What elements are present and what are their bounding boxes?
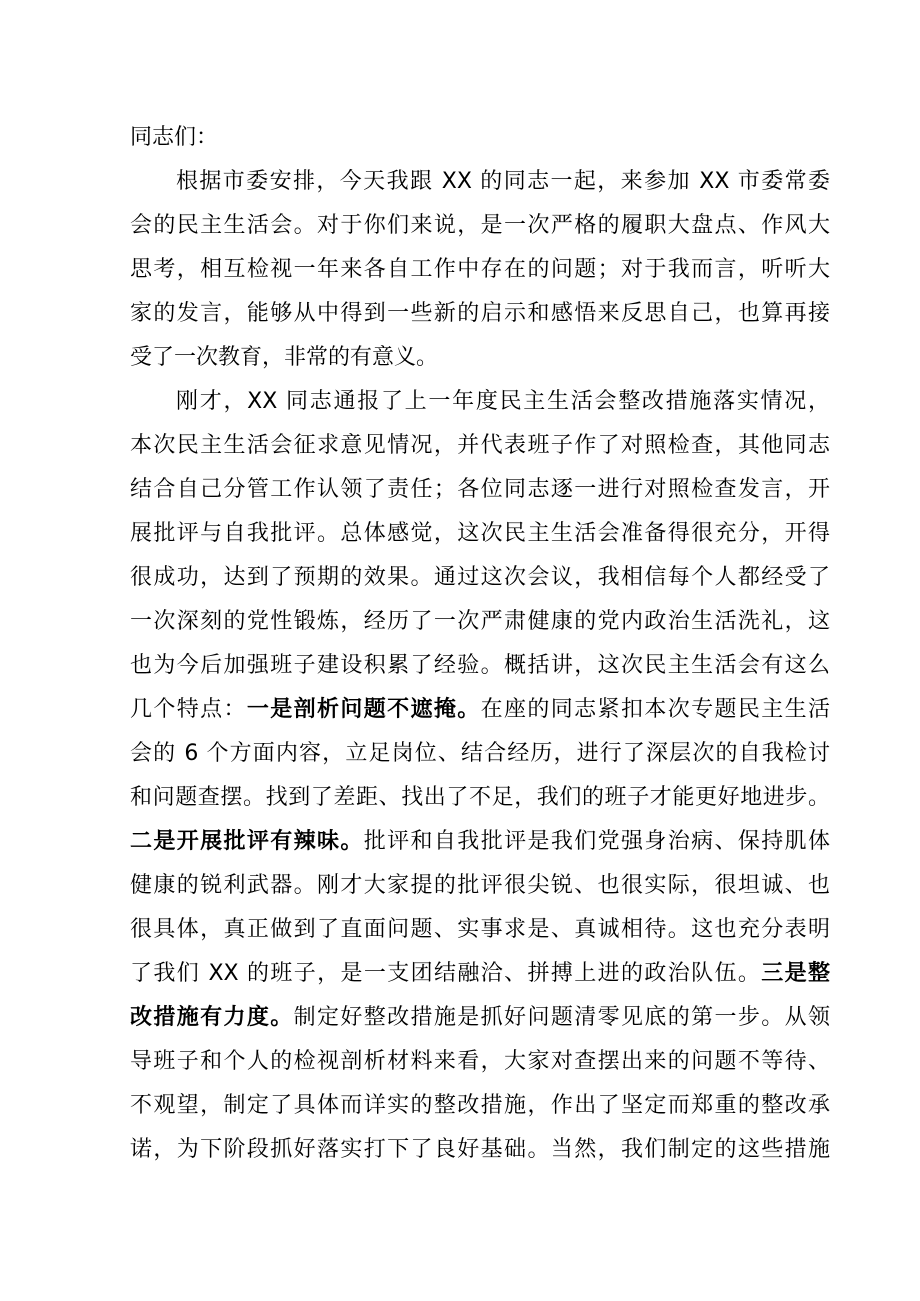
paragraph-2 [130,380,830,1172]
paragraph-line: 根据市委安排，今天我跟 XX 的同志一起，来参加 XX 市委常委 [176,169,830,194]
line-text: 在座的同志紧扣本次专题民主生活 [480,697,830,722]
salutation: 同志们： [130,125,219,150]
highlight-point-1: 一是剖析问题不遮掩。 [246,697,481,722]
line-text: 批评和自我批评是我们党强身治病、保持肌体 [363,829,830,854]
paragraph-line: 刚才，XX 同志通报了上一年度民主生活会整改措施落实情况， [176,389,830,414]
paragraph-line: 展批评与自我批评。总体感觉，这次民主生活会准备得很充分，开得 [130,521,830,546]
paragraph-line: 很成功，达到了预期的效果。通过这次会议，我相信每个人都经受了 [130,565,830,590]
paragraph-line [130,688,830,732]
highlight-point-3-start: 三是整 [761,961,830,986]
highlight-point-2: 二是开展批评有辣味。 [130,829,364,854]
line-text: 制定好整改措施是抓好问题清零见底的第一步。从领 [293,1005,830,1030]
paragraph-line: 不观望，制定了具体而详实的整改措施，作出了坚定而郑重的整改承 [130,1093,830,1118]
paragraph-line: 和问题查摆。找到了差距、找出了不足，我们的班子才能更好地进步。 [130,785,830,810]
paragraph-line: 思考，相互检视一年来各自工作中存在的问题；对于我而言，听听大 [130,257,830,282]
paragraph-line [130,820,830,864]
paragraph-line: 受了一次教育，非常的有意义。 [130,345,439,370]
highlight-point-3-end: 改措施有力度。 [130,1005,294,1030]
paragraph-line: 本次民主生活会征求意见情况，并代表班子作了对照检查，其他同志 [130,433,830,458]
paragraph-line: 会的 6 个方面内容，立足岗位、结合经历，进行了深层次的自我检讨 [130,741,830,766]
paragraph-line: 很具体，真正做到了直面问题、实事求是、真诚相待。这也充分表明 [130,917,830,942]
paragraph-line: 会的民主生活会。对于你们来说，是一次严格的履职大盘点、作风大 [130,213,830,238]
paragraph-1 [130,160,830,380]
paragraph-line [130,996,830,1040]
paragraph-line: 导班子和个人的检视剖析材料来看，大家对查摆出来的问题不等待、 [130,1049,830,1074]
paragraph-line: 家的发言，能够从中得到一些新的启示和感悟来反思自己，也算再接 [130,301,830,326]
paragraph-line: 健康的锐利武器。刚才大家提的批评很尖锐、也很实际，很坦诚、也 [130,873,830,898]
paragraph-line: 诺，为下阶段抓好落实打下了良好基础。当然，我们制定的这些措施 [130,1137,830,1162]
paragraph-line: 一次深刻的党性锻炼，经历了一次严肃健康的党内政治生活洗礼，这 [130,609,830,634]
line-text: 了我们 XX 的班子，是一支团结融洽、拼搏上进的政治队伍。 [130,961,762,986]
paragraph-line: 结合自己分管工作认领了责任；各位同志逐一进行对照检查发言，开 [130,477,830,502]
paragraph-line [130,952,830,996]
paragraph-line: 也为今后加强班子建设积累了经验。概括讲，这次民主生活会有这么 [130,653,830,678]
line-text: 几个特点： [130,697,247,722]
document-body [130,116,830,1172]
